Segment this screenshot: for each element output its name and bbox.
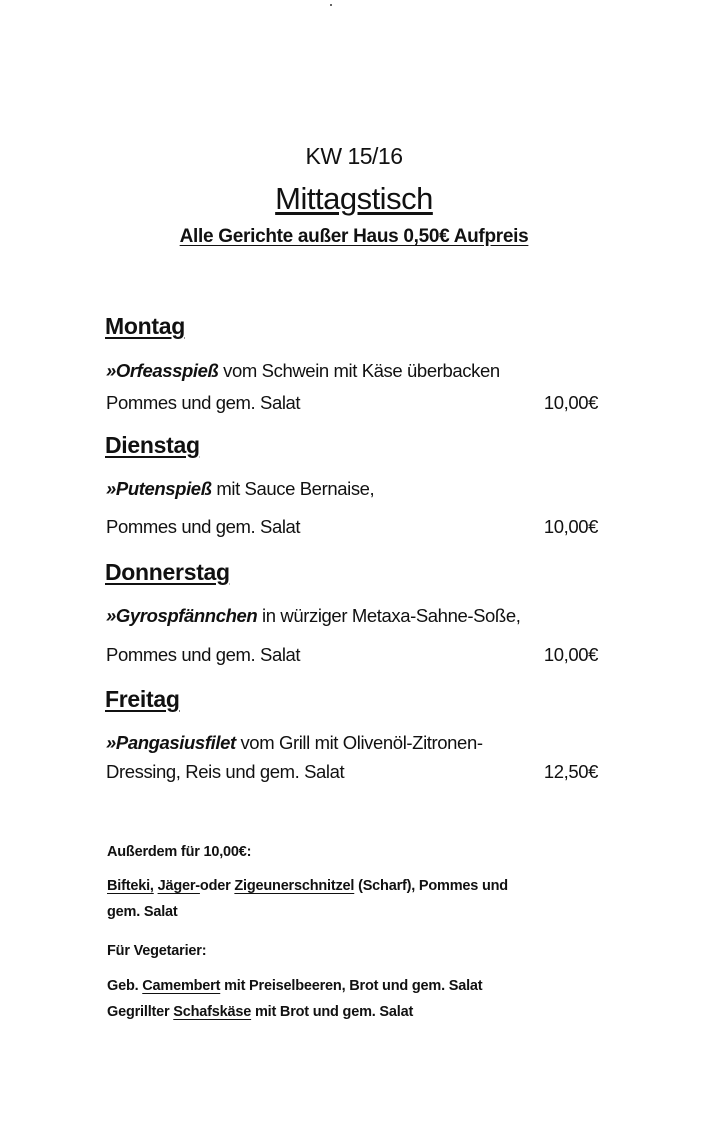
veg-heading: Für Vegetarier: (107, 943, 207, 959)
dish-line (106, 360, 500, 382)
dish-name: »Pangasiusfilet (106, 732, 236, 753)
dish-price: 10,00€ (543, 644, 598, 665)
week-label: KW 15/16 (305, 143, 403, 169)
extra-oder: oder (199, 878, 235, 894)
extra-bifteki: Bifteki, (107, 878, 154, 894)
extra-zigeuner: Zigeunerschnitzel (234, 878, 355, 894)
veg-prefix: Geb. (107, 978, 143, 994)
veg-item (107, 1004, 413, 1020)
scan-speck (330, 4, 332, 6)
day-heading-donnerstag: Donnerstag (105, 559, 230, 585)
dish-line (106, 732, 483, 754)
dish-line (106, 478, 374, 500)
veg-item (107, 978, 482, 994)
subtitle: Alle Gerichte außer Haus 0,50€ Aufpreis (179, 226, 529, 247)
extra-jaeger: Jäger- (157, 878, 200, 894)
dish-desc: mit Sauce Bernaise, (211, 478, 375, 499)
dish-name: »Putenspieß (106, 478, 212, 499)
day-heading-dienstag: Dienstag (105, 432, 200, 458)
dish-side: Pommes und gem. Salat (106, 392, 301, 413)
extras-heading: Außerdem für 10,00€: (107, 844, 252, 860)
page-title: Mittagstisch (275, 181, 433, 216)
dish-price: 12,50€ (543, 761, 598, 782)
dish-desc: vom Schwein mit Käse überbacken (218, 360, 500, 381)
dish-price: 10,00€ (543, 516, 598, 537)
veg-schafskaese: Schafskäse (173, 1004, 252, 1020)
dish-desc: in würziger Metaxa-Sahne-Soße, (257, 605, 521, 626)
extras-item (107, 878, 508, 894)
dish-side: Dressing, Reis und gem. Salat (106, 761, 345, 782)
day-heading-freitag: Freitag (105, 686, 180, 712)
dish-price: 10,00€ (543, 392, 598, 413)
veg-camembert: Camembert (142, 978, 221, 994)
veg-prefix: Gegrillter (107, 1004, 174, 1020)
dish-side: Pommes und gem. Salat (106, 644, 301, 665)
day-heading-montag: Montag (105, 313, 185, 339)
dish-desc: vom Grill mit Olivenöl-Zitronen- (235, 732, 483, 753)
extras-item-line2: gem. Salat (107, 904, 178, 920)
dish-side: Pommes und gem. Salat (106, 516, 301, 537)
dish-name: »Orfeasspieß (106, 360, 219, 381)
extra-rest: (Scharf), Pommes und (354, 878, 508, 894)
veg-rest: mit Brot und gem. Salat (251, 1004, 414, 1020)
dish-line (106, 605, 520, 627)
veg-rest: mit Preiselbeeren, Brot und gem. Salat (220, 978, 483, 994)
dish-name: »Gyrospfännchen (106, 605, 258, 626)
